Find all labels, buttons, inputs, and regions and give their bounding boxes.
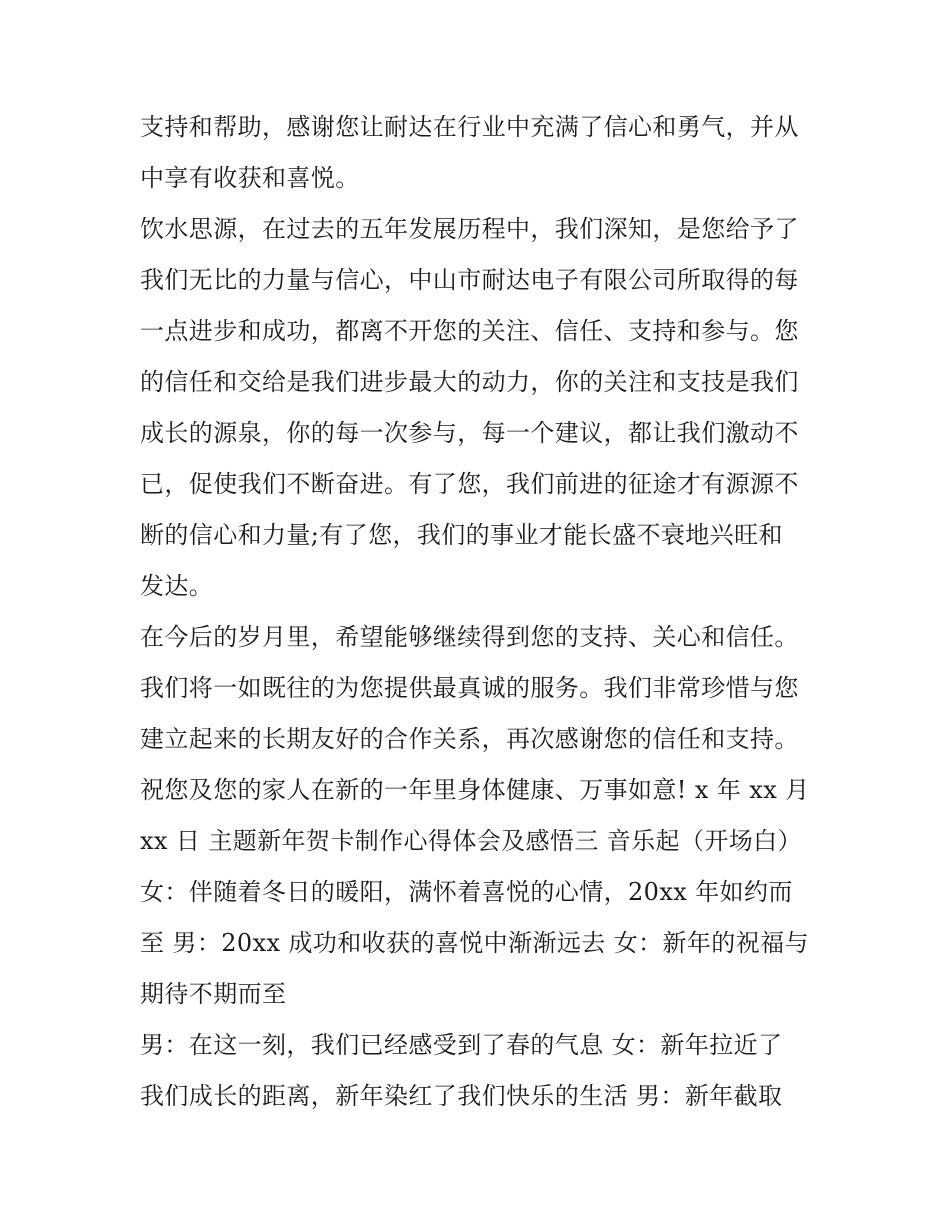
- text-line: 支持和帮助，感谢您让耐达在行业中充满了信心和勇气，并从: [140, 113, 799, 141]
- text-line: 至 男：20xx 成功和收获的喜悦中渐渐远去 女：新年的祝福与: [140, 929, 809, 957]
- text-line: 在今后的岁月里，希望能够继续得到您的支持、关心和信任。: [140, 623, 799, 651]
- text-line: 期待不期而至: [140, 980, 287, 1008]
- text-line: 我们无比的力量与信心，中山市耐达电子有限公司所取得的每: [140, 266, 799, 294]
- text-line: 我们成长的距离，新年染红了我们快乐的生活 男：新年截取: [140, 1082, 783, 1110]
- text-line: 已，促使我们不断奋进。有了您，我们前进的征途才有源源不: [140, 470, 799, 498]
- text-line: 饮水思源，在过去的五年发展历程中，我们深知，是您给予了: [140, 215, 799, 243]
- text-line: 中享有收获和喜悦。: [140, 164, 360, 192]
- text-line: 我们将一如既往的为您提供最真诚的服务。我们非常珍惜与您: [140, 674, 799, 702]
- text-line: 的信任和交给是我们进步最大的动力，你的关注和支技是我们: [140, 368, 799, 396]
- document-body: [140, 102, 830, 1122]
- text-line: 男：在这一刻，我们已经感受到了春的气息 女：新年拉近了: [140, 1031, 783, 1059]
- text-line: 发达。: [140, 572, 214, 600]
- text-line: 祝您及您的家人在新的一年里身体健康、万事如意! x 年 xx 月: [140, 776, 810, 804]
- text-line: xx 日 主题新年贺卡制作心得体会及感悟三 音乐起（开场白）: [140, 827, 802, 855]
- text-line: 成长的源泉，你的每一次参与，每一个建议，都让我们激动不: [140, 419, 799, 447]
- text-line: 建立起来的长期友好的合作关系，再次感谢您的信任和支持。: [140, 725, 799, 753]
- text-line: 一点进步和成功，都离不开您的关注、信任、支持和参与。您: [140, 317, 799, 345]
- text-line: 断的信心和力量;有了您，我们的事业才能长盛不衰地兴旺和: [140, 521, 783, 549]
- text-line: 女：伴随着冬日的暖阳，满怀着喜悦的心情，20xx 年如约而: [140, 878, 793, 906]
